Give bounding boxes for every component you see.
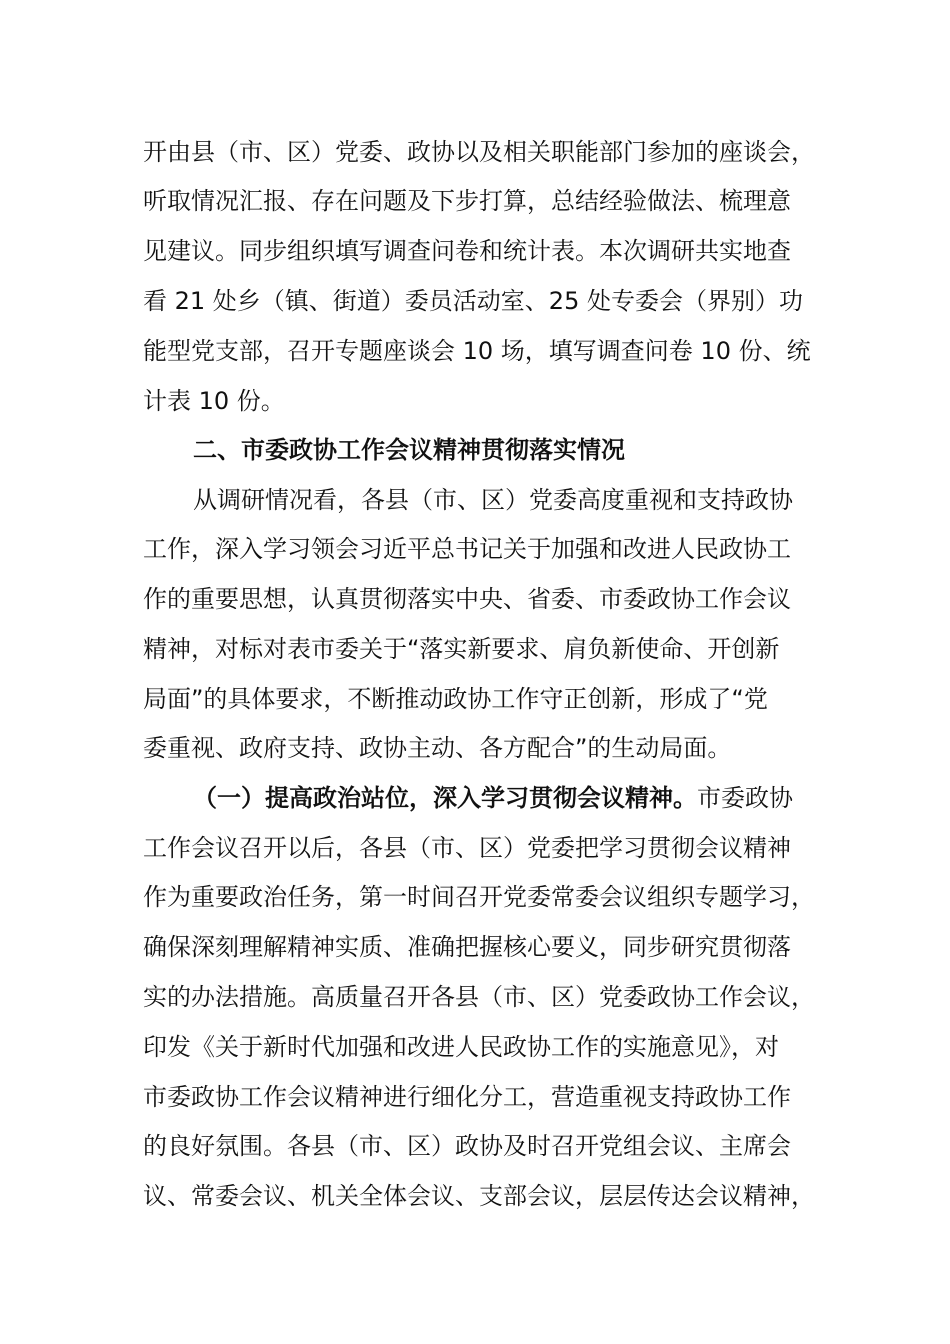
paragraph-line: 局面”的具体要求，不断推动政协工作守正创新，形成了“党 [143,685,768,713]
paragraph-line: 计表 10 份。 [143,387,285,415]
subsection-body-start: 市委政协 [697,784,793,812]
paragraph-line: 工作，深入学习领会习近平总书记关于加强和改进人民政协工 [143,535,791,563]
paragraph-line: 作的重要思想，认真贯彻落实中央、省委、市委政协工作会议 [143,585,791,613]
paragraph-line: 作为重要政治任务，第一时间召开党委常委会议组织专题学习， [143,883,815,911]
paragraph-line: 的良好氛围。各县（市、区）政协及时召开党组会议、主席会 [143,1132,791,1160]
paragraph-line: 确保深刻理解精神实质、准确把握核心要义，同步研究贯彻落 [143,933,791,961]
paragraph-line: 议、常委会议、机关全体会议、支部会议，层层传达会议精神， [143,1182,815,1210]
paragraph-line: 能型党支部，召开专题座谈会 10 场，填写调查问卷 10 份、统 [143,337,811,365]
paragraph-line: 工作会议召开以后，各县（市、区）党委把学习贯彻会议精神 [143,834,791,862]
paragraph-line: 实的办法措施。高质量召开各县（市、区）党委政协工作会议， [143,983,815,1011]
paragraph-line: 开由县（市、区）党委、政协以及相关职能部门参加的座谈会， [143,138,815,166]
paragraph-line: 印发《关于新时代加强和改进人民政协工作的实施意见》，对 [143,1033,779,1061]
paragraph-line: 委重视、政府支持、政协主动、各方配合”的生动局面。 [143,734,732,762]
paragraph-line: 看 21 处乡（镇、街道）委员活动室、25 处专委会（界别）功 [143,287,803,315]
section-heading: 二、市委政协工作会议精神贯彻落实情况 [193,436,625,464]
paragraph-line: 精神，对标对表市委关于“落实新要求、肩负新使命、开创新 [143,635,780,663]
paragraph-line: 市委政协工作会议精神进行细化分工，营造重视支持政协工作 [143,1083,791,1111]
paragraph-line: 见建议。同步组织填写调查问卷和统计表。本次调研共实地查 [143,237,791,265]
subsection-line [193,773,893,823]
paragraph-line: 听取情况汇报、存在问题及下步打算，总结经验做法、梳理意 [143,187,791,215]
subsection-heading: （一）提高政治站位，深入学习贯彻会议精神。 [193,784,697,812]
paragraph-line: 从调研情况看，各县（市、区）党委高度重视和支持政协 [193,486,793,514]
